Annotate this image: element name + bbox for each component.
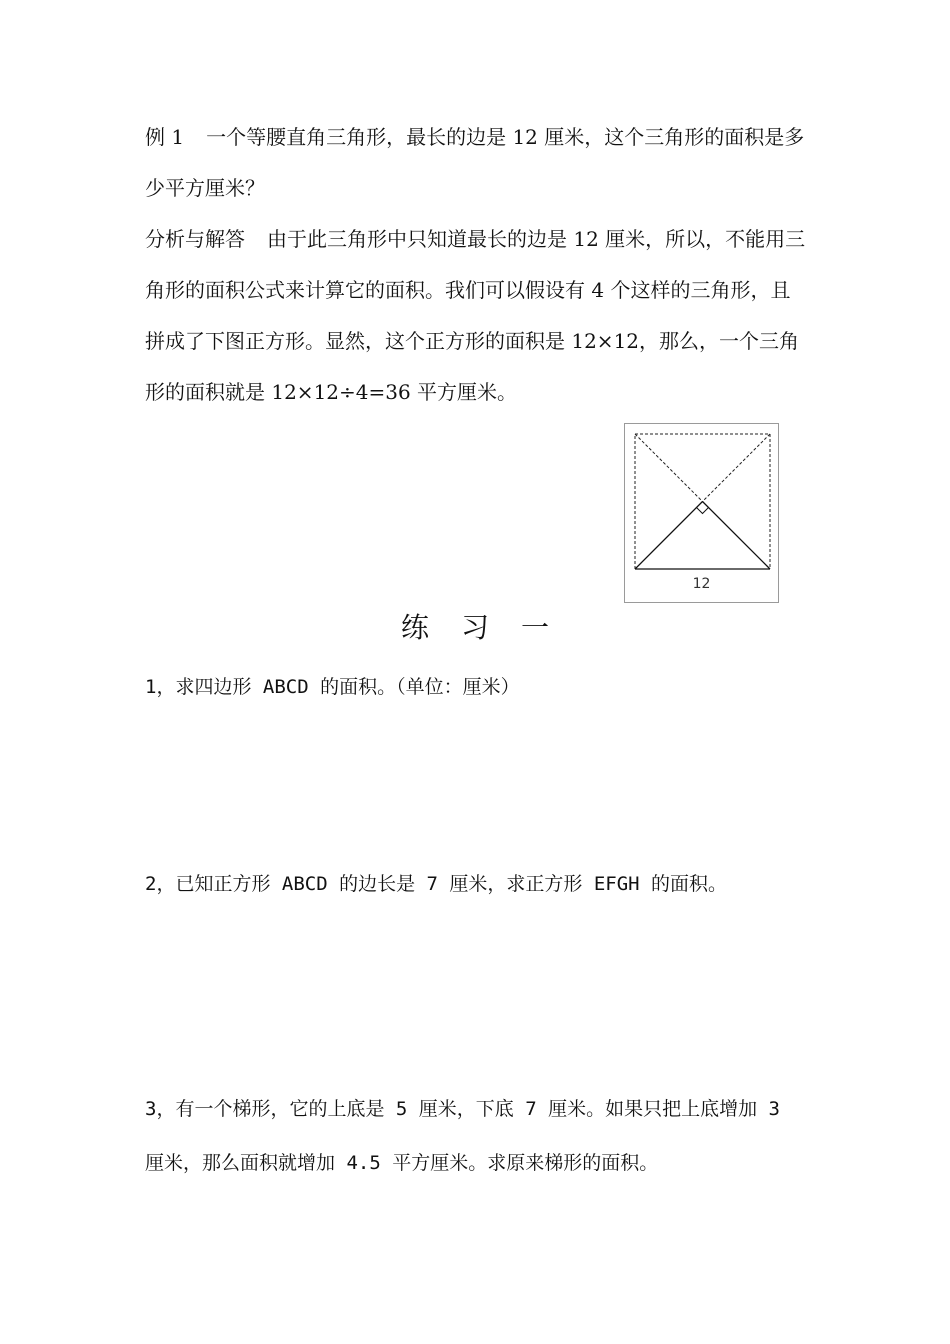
example-paragraph <box>145 112 810 214</box>
exercise-1: 1，求四边形 ABCD 的面积。（单位：厘米） <box>145 676 520 698</box>
exercise-3: 3，有一个梯形，它的上底是 5 厘米，下底 7 厘米。如果只把上底增加 3 厘米，那么面积就增加 4.5 平方厘米。求原来梯形的面积。 <box>145 1098 780 1174</box>
analysis-paragraph <box>145 214 810 418</box>
right-angle-marker <box>697 508 709 514</box>
example-text: 一个等腰直角三角形，最长的边是 12 厘米，这个三角形的面积是多少平方厘米？ <box>145 125 805 200</box>
exercise-2: 2，已知正方形 ABCD 的边长是 7 厘米，求正方形 EFGH 的面积。 <box>145 873 728 895</box>
square-diagram <box>624 423 779 603</box>
section-title: 练习一 <box>400 611 581 644</box>
base-length-label: 12 <box>692 576 711 592</box>
dashed-diagonal-right <box>703 434 771 502</box>
dashed-diagonal-left <box>635 434 703 502</box>
analysis-text: 由于此三角形中只知道最长的边是 12 厘米，所以，不能用三角形的面积公式来计算它的面积。我们可以假设有 4 个这样的三角形，且拼成了下图正方形。显然，这个正方形的面积是 12×12，那么，一个三角形的面积就是 12×12÷4=36 平方厘米。 <box>145 227 806 404</box>
example-label: 例 1 <box>145 125 185 149</box>
analysis-label: 分析与解答 <box>145 227 245 251</box>
triangle-right-leg <box>703 502 771 570</box>
triangle-left-leg <box>635 502 703 570</box>
